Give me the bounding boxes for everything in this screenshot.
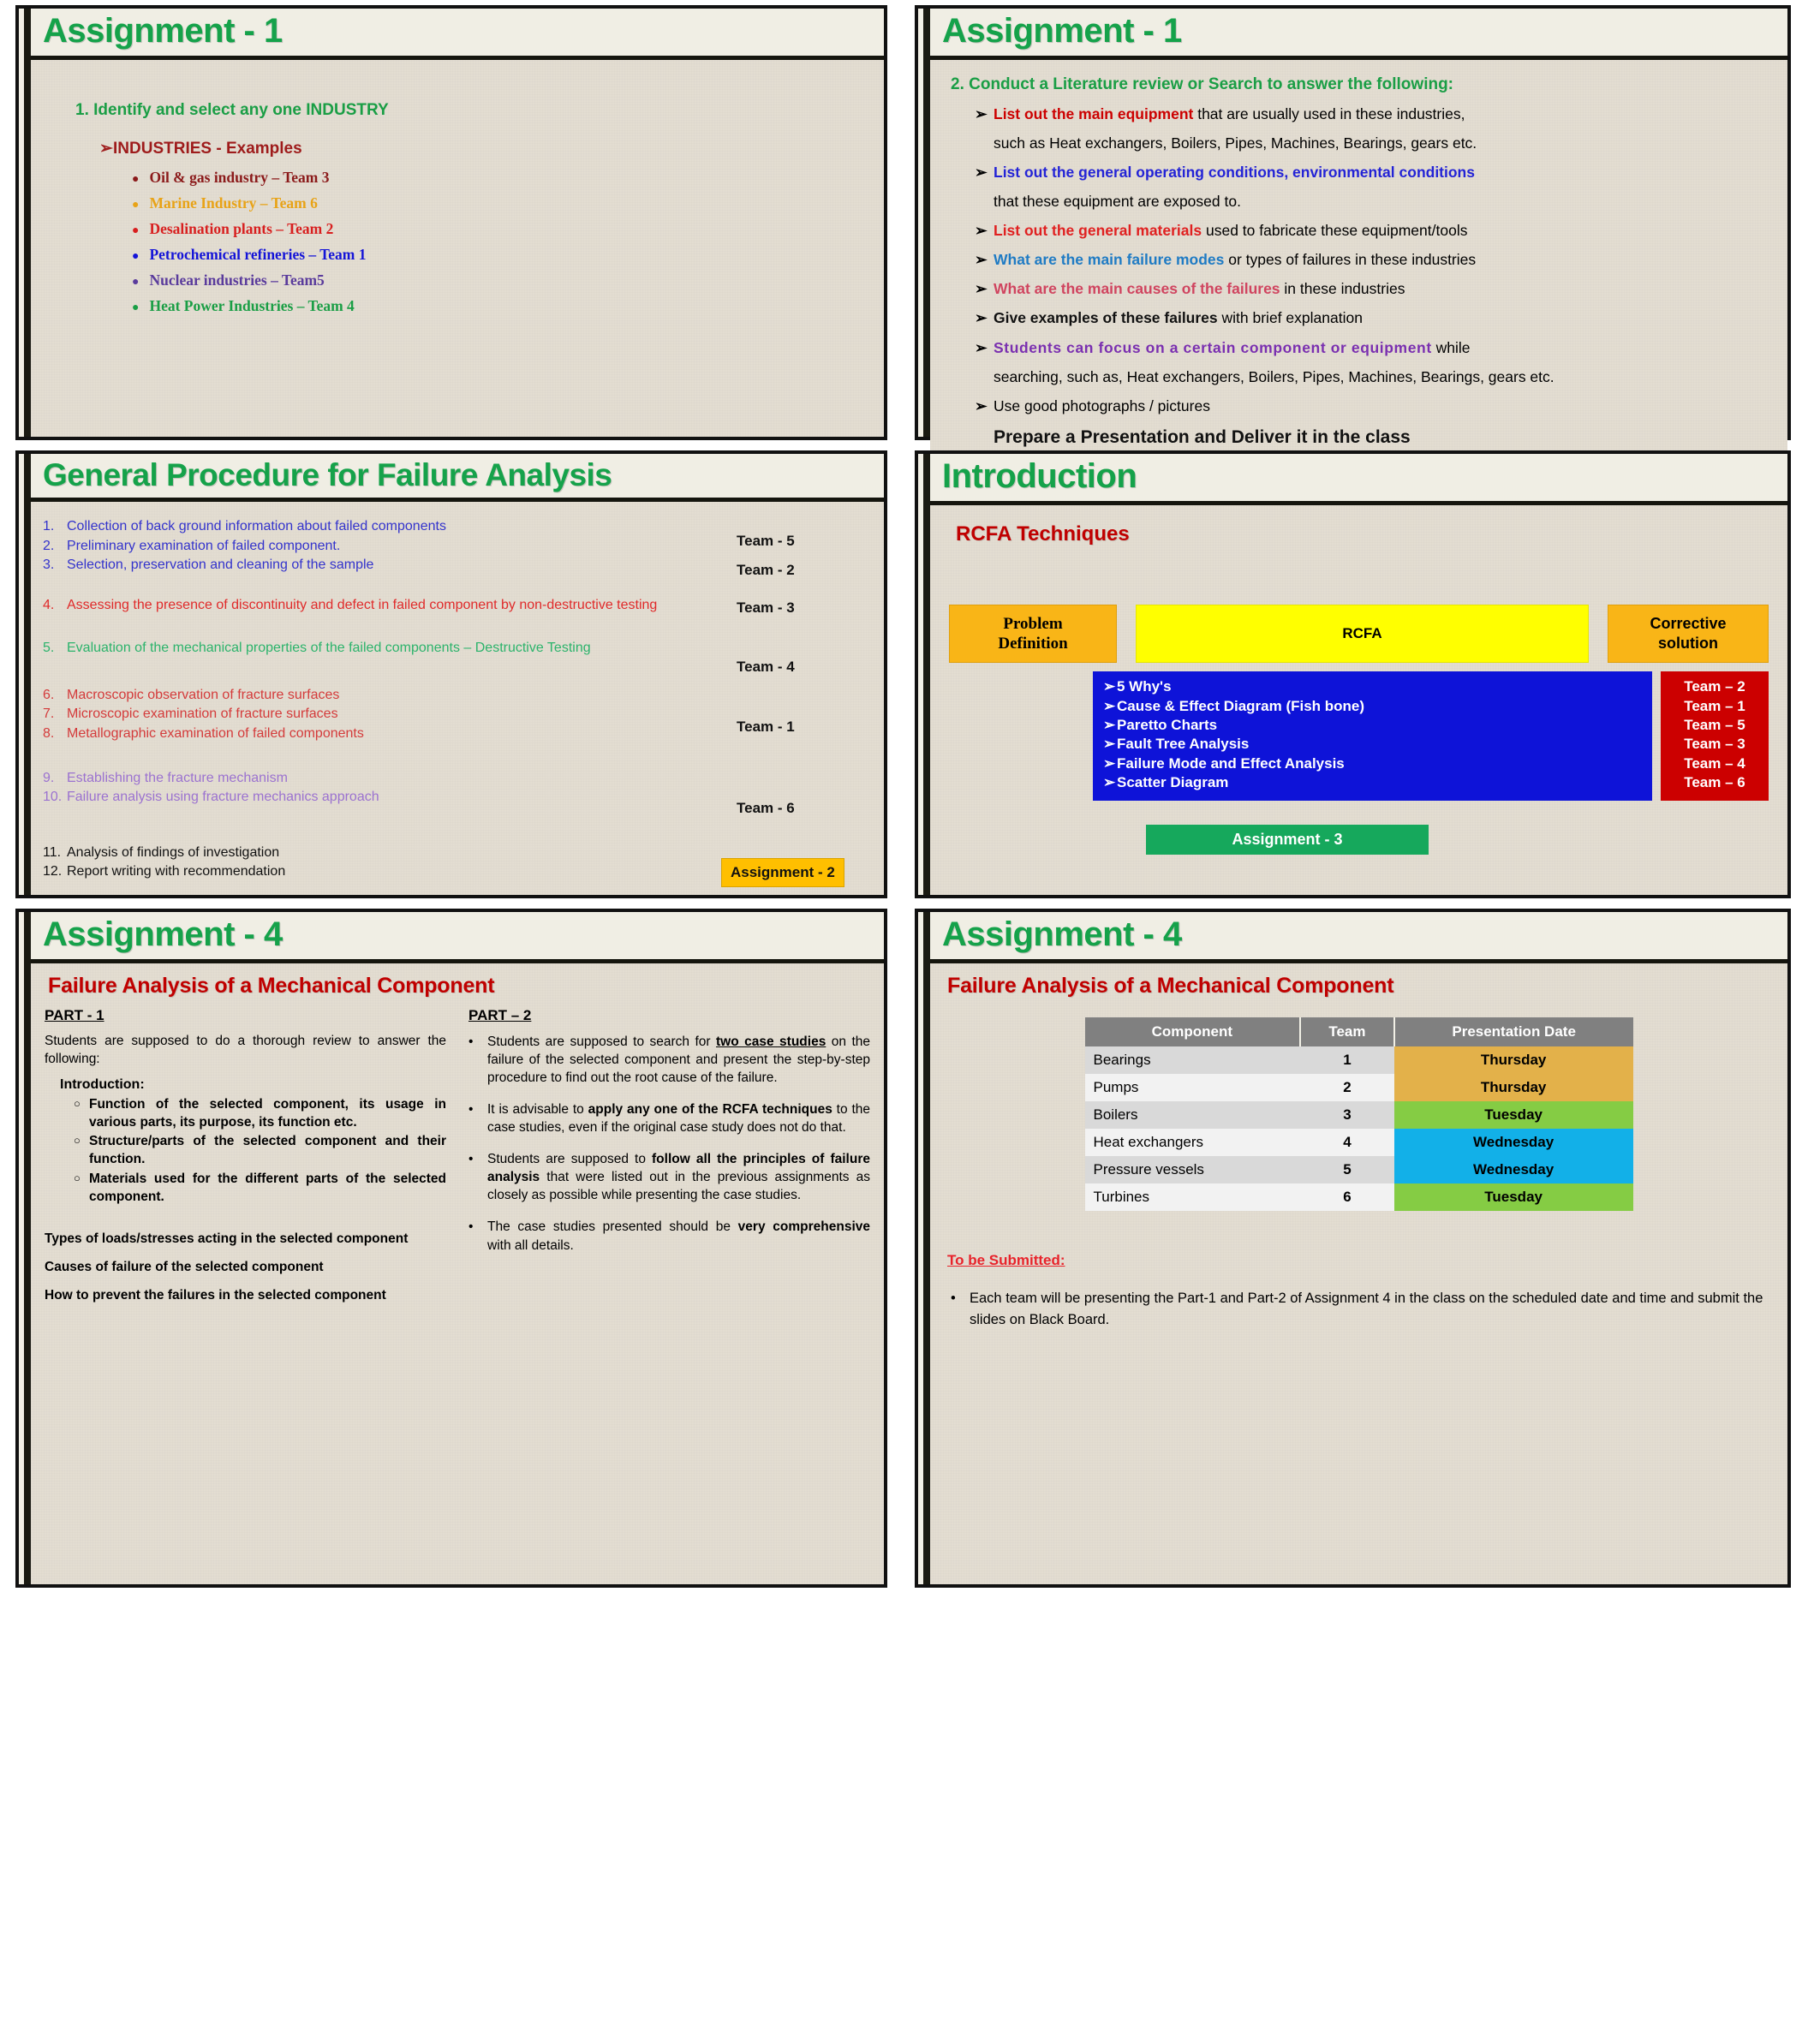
cell-date: Wednesday: [1394, 1129, 1633, 1156]
list-item-label: Petrochemical refineries – Team 1: [149, 245, 367, 263]
list-item: [975, 101, 1772, 127]
slide-title: Assignment - 4: [43, 915, 283, 953]
part-1-item-list: [74, 1096, 446, 1207]
slide-cell-3: [0, 445, 899, 903]
list-item: [975, 393, 1772, 419]
list-item: [43, 639, 709, 657]
chevron-right-icon: ➢: [975, 338, 988, 356]
step-label: Metallographic examination of failed components: [67, 725, 364, 741]
list-item: [468, 1150, 870, 1204]
list-item: [43, 537, 709, 555]
column-header-component: Component: [1085, 1017, 1301, 1046]
text-segment-b: apply any one of the RCFA techniques: [588, 1102, 832, 1118]
slide-cell-1: [0, 0, 899, 445]
team-label: Team - 2: [737, 562, 795, 579]
cell-component: Pumps: [1093, 1078, 1139, 1095]
slide-left-accent-bar: [918, 454, 930, 895]
cell-date: Tuesday: [1394, 1101, 1633, 1129]
text-segment-a: The case studies presented should be: [487, 1219, 738, 1235]
cell-team: 2: [1343, 1078, 1352, 1095]
list-item-label: Desalination plants – Team 2: [149, 219, 334, 237]
table-row: [1085, 1101, 1633, 1129]
team-label: Team – 4: [1684, 754, 1745, 772]
rcfa-flow-row: [949, 605, 1769, 663]
list-item-lead: List out the general materials: [994, 222, 1202, 240]
chevron-right-icon: ➢: [99, 139, 113, 158]
slide-left-accent-bar: [918, 9, 930, 437]
cell-component: Pressure vessels: [1093, 1160, 1204, 1177]
table-row: [1085, 1074, 1633, 1101]
problem-definition-line1: Problem: [1003, 614, 1063, 633]
corrective-solution-line1: Corrective: [1650, 615, 1727, 633]
list-item-label: Function of the selected component, its usage in various parts, its purpose, its function etc.: [89, 1096, 446, 1130]
chevron-right-icon: ➢: [1103, 754, 1116, 772]
techniques-team-box: [1661, 671, 1769, 801]
slide-subtitle: Failure Analysis of a Mechanical Component: [48, 973, 495, 998]
text-segment-c: with all details.: [487, 1237, 574, 1253]
list-item: [74, 1096, 446, 1132]
column-header-team: Team: [1300, 1017, 1394, 1046]
list-item-label: Marine Industry – Team 6: [149, 194, 318, 212]
assignment-badge: Assignment - 2: [721, 858, 844, 887]
rcfa-techniques-row: [949, 671, 1769, 801]
bullet-dot-icon: ●: [132, 301, 140, 314]
bullet-dot-icon: •: [468, 1034, 474, 1049]
part-1-bold-line: Causes of failure of the selected component: [45, 1260, 324, 1275]
technique-label: Cause & Effect Diagram (Fish bone): [1117, 697, 1365, 714]
slide-cell-2: [899, 0, 1803, 445]
slide-subtitle: Failure Analysis of a Mechanical Component: [947, 973, 1394, 998]
chevron-right-icon: ➢: [1103, 717, 1116, 734]
list-item: [1103, 697, 1644, 716]
submit-note-text: Each team will be presenting the Part-1 and Part-2 of Assignment 4 in the class on the scheduled date and time and submit the slides on Black Board.: [970, 1290, 1763, 1328]
slide-assignment-1-part1: [15, 5, 887, 440]
list-item: [951, 1288, 1774, 1332]
bullet-dot-icon: ●: [132, 198, 140, 212]
bullet-dot-icon: ●: [132, 224, 140, 237]
chevron-right-icon: ➢: [1103, 736, 1116, 753]
list-item: [43, 788, 709, 806]
list-item: [1103, 677, 1644, 696]
bullet-dot-icon: •: [468, 1102, 474, 1118]
slide-assignment-4-parts: [15, 909, 887, 1588]
list-item-rest: or types of failures in these industries: [1224, 251, 1477, 269]
chevron-right-icon: ➢: [975, 163, 988, 181]
part-1-bold-line: Types of loads/stresses acting in the selected component: [45, 1231, 409, 1247]
table-row: [1085, 1183, 1633, 1211]
list-item: [132, 297, 868, 315]
list-item: [975, 218, 1772, 243]
list-item: [975, 335, 1772, 361]
table-row: [1085, 1046, 1633, 1074]
list-item: [43, 556, 709, 574]
slide-title-bar: [31, 912, 884, 963]
corrective-solution-box: [1608, 605, 1769, 663]
slide-content: [31, 60, 884, 437]
text-segment-c: to the case studies, even if the original case study does not do that.: [487, 1102, 871, 1136]
list-item: [975, 247, 1772, 272]
cell-team: 6: [1343, 1188, 1352, 1205]
circle-bullet-icon: ○: [74, 1172, 81, 1185]
cell-date: Thursday: [1394, 1074, 1633, 1101]
technique-label: Scatter Diagram: [1117, 774, 1229, 791]
table-row: [1085, 1156, 1633, 1183]
cell-component: Heat exchangers: [1093, 1133, 1204, 1150]
list-item: [43, 844, 709, 862]
list-item-label: [487, 1033, 870, 1087]
part-1-subheading: Introduction:: [60, 1076, 145, 1092]
list-item-label: Oil & gas industry – Team 3: [149, 168, 330, 186]
team-label: Team - 6: [737, 800, 795, 817]
literature-review-heading: 2. Conduct a Literature review or Search to answer the following:: [951, 75, 1454, 93]
part-2-column: [468, 1007, 870, 1315]
slide-cell-4: [899, 445, 1803, 903]
list-item-label: [994, 101, 1772, 127]
list-item-continuation: such as Heat exchangers, Boilers, Pipes, Machines, Bearings, gears etc.: [994, 134, 1477, 152]
step-number: 2.: [43, 538, 55, 553]
slide-title: Assignment - 1: [942, 12, 1182, 50]
list-item-rest: in these industries: [1280, 280, 1405, 298]
step-number: 1.: [43, 519, 55, 534]
step-label: Failure analysis using fracture mechanics approach: [67, 790, 379, 805]
list-item: [468, 1033, 870, 1087]
chevron-right-icon: ➢: [975, 309, 988, 327]
part-1-label: PART - 1: [45, 1006, 104, 1023]
chevron-right-icon: ➢: [975, 222, 988, 240]
step-label: Collection of back ground information about failed components: [67, 519, 446, 534]
list-item: [74, 1133, 446, 1169]
team-label: Team – 5: [1684, 717, 1745, 734]
problem-definition-box: [949, 605, 1117, 663]
industry-heading: 1. Identify and select any one INDUSTRY: [75, 100, 389, 119]
list-item: [468, 1100, 870, 1136]
step-number: 6.: [43, 687, 55, 702]
list-item: [132, 220, 868, 238]
list-item-label: [487, 1150, 870, 1204]
bullet-dot-icon: ●: [132, 249, 140, 263]
text-segment-c: on the failure of the selected component and present the step-by-step procedure to find out the root cause of the failure.: [487, 1034, 871, 1085]
step-number: 5.: [43, 641, 55, 656]
circle-bullet-icon: ○: [74, 1134, 81, 1148]
list-item: [132, 246, 868, 264]
slide-title-bar: [31, 454, 884, 502]
list-item: [1103, 754, 1644, 773]
list-item-label: [994, 305, 1772, 331]
list-item-rest: that are usually used in these industries,: [1193, 104, 1465, 122]
problem-definition-line2: Definition: [998, 634, 1068, 653]
chevron-right-icon: ➢: [975, 280, 988, 298]
step-number: 4.: [43, 597, 55, 612]
flow-spacer: [949, 671, 1093, 801]
cell-date: Tuesday: [1394, 1183, 1633, 1211]
slide-title-bar: [31, 9, 884, 60]
assignment-badge: Assignment - 3: [1146, 825, 1429, 855]
list-item: [43, 686, 709, 704]
slide-content: [930, 963, 1787, 1584]
cell-date: Thursday: [1394, 1046, 1633, 1074]
list-item-label: Structure/parts of the selected component and their function.: [89, 1134, 446, 1167]
cell-component: Boilers: [1093, 1106, 1138, 1123]
list-item-lead: List out the general operating conditions, environmental conditions: [994, 163, 1475, 181]
slide-title: Assignment - 1: [43, 12, 283, 50]
team-label: Team - 1: [737, 718, 795, 736]
slide-title: Introduction: [942, 457, 1137, 495]
slide-cell-6: [899, 903, 1803, 1593]
team-label: Team – 6: [1684, 774, 1745, 791]
list-item: [1103, 716, 1644, 735]
team-label: Team – 2: [1684, 678, 1745, 695]
list-item-label: Materials used for the different parts of the selected component.: [89, 1172, 446, 1205]
slide-title: General Procedure for Failure Analysis: [43, 457, 612, 492]
text-segment-a: It is advisable to: [487, 1102, 588, 1118]
slide-title: Assignment - 4: [942, 915, 1182, 953]
bullet-dot-icon: •: [951, 1290, 956, 1306]
to-be-submitted-heading: To be Submitted:: [947, 1251, 1065, 1268]
slide-title-bar: [930, 9, 1787, 60]
list-item-label: [487, 1218, 870, 1254]
list-item: [43, 596, 709, 614]
step-number: 11.: [43, 844, 62, 860]
team-label: Team - 3: [737, 599, 795, 617]
slide-title-bar: [930, 912, 1787, 963]
slide-assignment-4-schedule: [915, 909, 1791, 1588]
slide-assignment-1-part2: [915, 5, 1791, 447]
technique-label: 5 Why's: [1117, 678, 1172, 695]
chevron-right-icon: ➢: [1103, 697, 1116, 714]
corrective-solution-line2: solution: [1657, 634, 1718, 652]
list-item-continuation: that these equipment are exposed to.: [994, 193, 1241, 211]
team-assignment-column: [718, 517, 872, 888]
chevron-right-icon: ➢: [1103, 678, 1116, 695]
slide-content: [31, 502, 884, 895]
text-segment-b: very comprehensive: [737, 1219, 870, 1235]
list-item-lead: What are the main failure modes: [994, 251, 1225, 269]
chevron-right-icon: ➢: [1103, 774, 1116, 791]
list-item-lead: What are the main causes of the failures: [994, 280, 1280, 298]
text-segment-a: Students are supposed to: [487, 1152, 653, 1167]
part-1-column: [45, 1007, 446, 1315]
column-header-presentation-date: Presentation Date: [1394, 1017, 1633, 1046]
slide-left-accent-bar: [19, 454, 31, 895]
list-item: [43, 517, 709, 535]
cell-team: 3: [1343, 1106, 1352, 1123]
cell-component: Turbines: [1093, 1188, 1150, 1205]
bullet-dot-icon: ●: [132, 172, 140, 186]
slide-footer-note: Prepare a Presentation and Deliver it in the class: [994, 426, 1411, 447]
slide-content: [930, 60, 1787, 455]
list-item-rest: with brief explanation: [1217, 309, 1363, 327]
presentation-schedule-table: [1085, 1017, 1633, 1211]
step-number: 12.: [43, 864, 63, 879]
slide-cell-5: [0, 903, 899, 1593]
industries-subheading-label: INDUSTRIES - Examples: [113, 139, 302, 158]
text-segment-b: two case studies: [716, 1034, 826, 1049]
list-item-label: [994, 218, 1772, 243]
list-item: [132, 271, 868, 289]
list-item-label: [487, 1100, 870, 1136]
step-label: Report writing with recommendation: [67, 864, 286, 879]
step-number: 3.: [43, 557, 55, 573]
industry-list: [132, 169, 868, 315]
list-item: [975, 276, 1772, 301]
chevron-right-icon: ➢: [975, 396, 988, 414]
list-item-label: Heat Power Industries – Team 4: [149, 296, 355, 314]
chevron-right-icon: ➢: [975, 104, 988, 122]
text-segment-b: follow all the principles of failure analysis: [487, 1152, 870, 1185]
list-item: [43, 769, 709, 787]
table-header-row: [1085, 1017, 1633, 1046]
slide-content: [930, 505, 1787, 895]
step-label: Macroscopic observation of fracture surfaces: [67, 687, 340, 702]
team-label: Team - 5: [737, 533, 795, 550]
cell-date: Wednesday: [1394, 1156, 1633, 1183]
list-item-lead: Students can focus on a certain component or equipment: [994, 338, 1432, 356]
slide-title-bar: [930, 454, 1787, 505]
table-row: [1085, 1129, 1633, 1156]
slide-left-accent-bar: [19, 9, 31, 437]
cell-component: Bearings: [1093, 1051, 1151, 1068]
list-item: [1103, 735, 1644, 754]
cell-team: 5: [1343, 1160, 1352, 1177]
list-item-label: Nuclear industries – Team5: [149, 271, 325, 289]
list-item-lead: Give examples of these failures: [994, 309, 1218, 327]
circle-bullet-icon: ○: [74, 1096, 81, 1110]
step-label: Evaluation of the mechanical properties of the failed components – Destructive Testing: [67, 641, 591, 656]
rcfa-techniques-heading: RCFA Techniques: [956, 522, 1130, 546]
slide-content: [31, 963, 884, 1584]
list-item: [43, 705, 709, 723]
team-label: Team - 4: [737, 659, 795, 676]
text-segment-c: that were listed out in the previous assignments as closely as possible while presenting the case studies.: [487, 1170, 870, 1203]
part-2-label: PART – 2: [468, 1006, 532, 1023]
chevron-right-icon: ➢: [975, 251, 988, 269]
list-item-label: [994, 247, 1772, 272]
step-label: Selection, preservation and cleaning of the sample: [67, 557, 374, 573]
list-item: [43, 862, 709, 880]
technique-label: Fault Tree Analysis: [1117, 736, 1250, 753]
bullet-dot-icon: •: [468, 1219, 474, 1235]
list-item-rest: used to fabricate these equipment/tools: [1202, 222, 1468, 240]
team-label: Team – 3: [1684, 736, 1745, 753]
bullet-dot-icon: •: [468, 1152, 474, 1167]
list-item: [132, 194, 868, 212]
list-item: [975, 159, 1772, 185]
list-item: [132, 169, 868, 187]
team-label: Team – 1: [1684, 697, 1745, 714]
list-item-continuation: searching, such as, Heat exchangers, Boilers, Pipes, Machines, Bearings, gears etc.: [994, 367, 1554, 385]
list-item-lead: List out the main equipment: [994, 104, 1194, 122]
list-item-label: Use good photographs / pictures: [994, 396, 1210, 414]
list-item: [468, 1218, 870, 1254]
list-item-label: [994, 276, 1772, 301]
slide-introduction-rcfa: [915, 450, 1791, 898]
part-1-intro: Students are supposed to do a thorough review to answer the following:: [45, 1033, 446, 1066]
step-number: 8.: [43, 725, 55, 741]
bullet-dot-icon: ●: [132, 275, 140, 289]
step-number: 9.: [43, 770, 55, 785]
slide-left-accent-bar: [19, 912, 31, 1584]
step-number: 10.: [43, 790, 63, 805]
step-label: Preliminary examination of failed component.: [67, 538, 341, 553]
cell-team: 1: [1343, 1051, 1352, 1068]
list-item: [74, 1171, 446, 1207]
industries-subheading: [99, 139, 868, 158]
technique-label: Failure Mode and Effect Analysis: [1117, 754, 1345, 772]
rcfa-box: RCFA: [1136, 605, 1589, 663]
list-item-label: [994, 335, 1772, 361]
list-item-label: [994, 159, 1772, 185]
list-item: [975, 305, 1772, 331]
step-label: Establishing the fracture mechanism: [67, 770, 288, 785]
step-number: 7.: [43, 706, 55, 722]
step-label: Microscopic examination of fracture surfaces: [67, 706, 338, 722]
list-item: [1103, 773, 1644, 792]
text-segment-a: Students are supposed to search for: [487, 1034, 716, 1049]
list-item: [43, 724, 709, 742]
procedure-step-list: [43, 517, 718, 888]
step-label: Assessing the presence of discontinuity and defect in failed component by non-destructive testing: [67, 597, 658, 612]
techniques-list-box: [1093, 671, 1652, 801]
technique-label: Paretto Charts: [1117, 717, 1218, 734]
cell-team: 4: [1343, 1133, 1352, 1150]
slide-general-procedure: [15, 450, 887, 898]
list-item-rest: while: [1431, 338, 1471, 356]
slide-left-accent-bar: [918, 912, 930, 1584]
step-label: Analysis of findings of investigation: [67, 844, 280, 860]
part-1-bold-line: How to prevent the failures in the selected component: [45, 1288, 386, 1303]
